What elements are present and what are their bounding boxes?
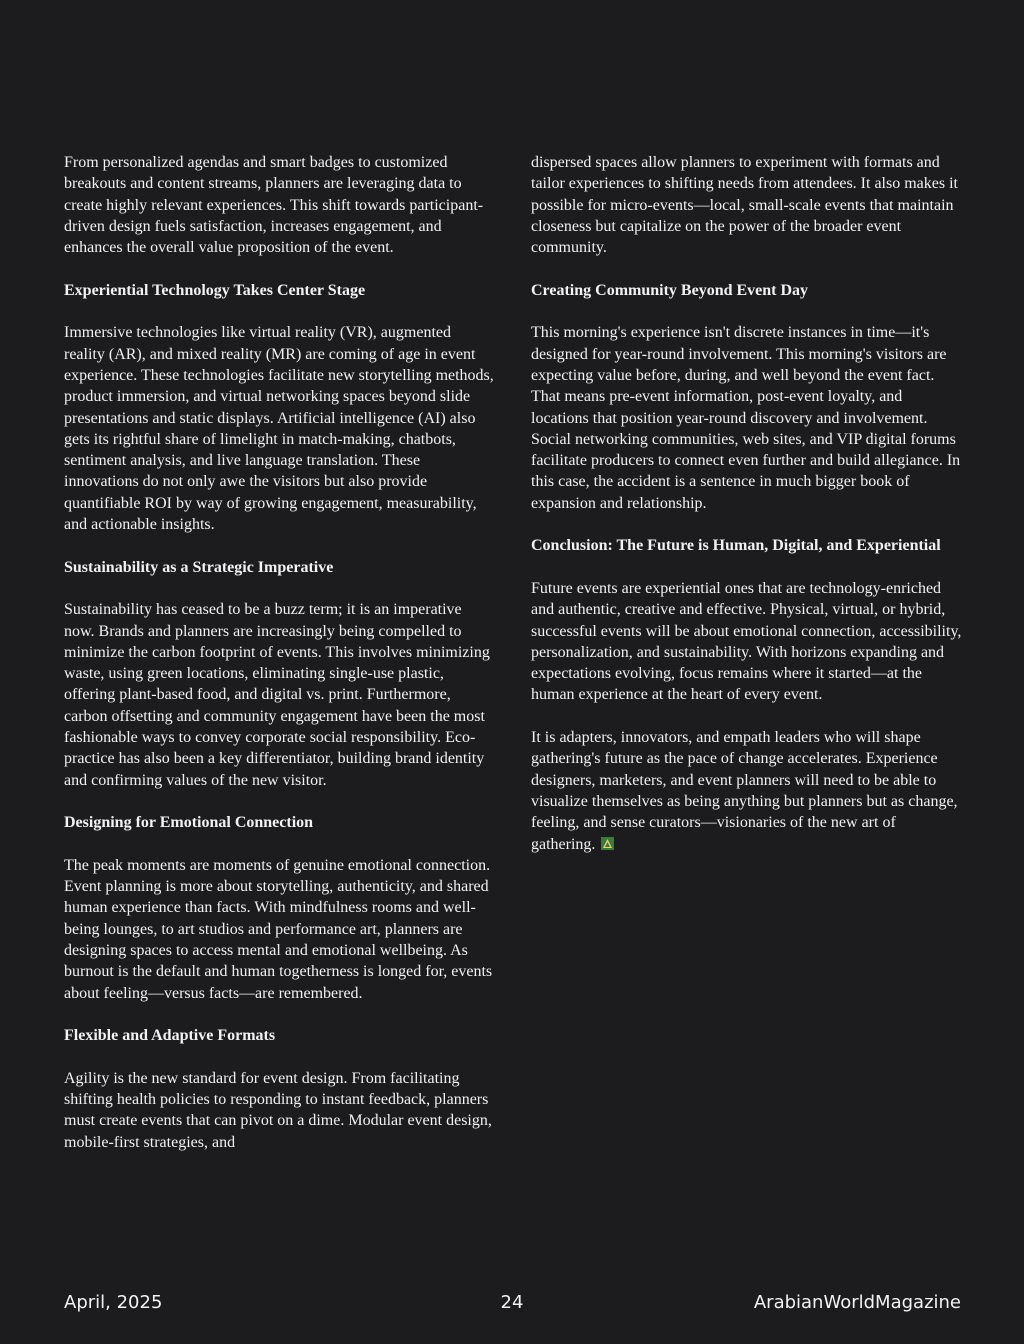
footer-date: April, 2025 [64, 1292, 163, 1313]
paragraph-personalization: From personalized agendas and smart badges to customized breakouts and content streams, planners are leveraging data to create highly relevant experiences. This shift towards participant-driven design fuels satisfaction, increases engagement, and enhances the overall value proposition of the event. [64, 154, 484, 257]
heading-conclusion: Conclusion: The Future is Human, Digital, and Experiential [531, 537, 941, 555]
paragraph-emotional-connection: The peak moments are moments of genuine emotional connection. Event planning is more about storytelling, authenticity, and shared human experience than facts. With mindfulness rooms and well-being lounges, to art studios and performance art, planners are designing spaces to access mental and emotional wellbeing. As burnout is the default and human togetherness is longed for, events about feeling—versus facts—are remembered. [64, 856, 493, 1002]
heading-flexible-formats: Flexible and Adaptive Formats [64, 1027, 276, 1045]
right-column [531, 152, 963, 876]
paragraph-sustainability: Sustainability has ceased to be a buzz term; it is an imperative now. Brands and planners are increasingly being compelled to minimize the carbon footprint of events. This involves minimizing waste, using green locations, eliminating single-use plastic, offering plant-based food, and digital vs. print. Furthermore, carbon offsetting and community engagement have been the most fashionable ways to convey corporate social responsibility. Eco-practice has also been a key differentiator, building brand identity and confirming values of the new visitor. [64, 601, 490, 789]
page-number: 24 [500, 1292, 524, 1313]
paragraph-flexible-formats: Agility is the new standard for event design. From facilitating shifting health policies to responding to instant feedback, planners must create events that can pivot on a dime. Modular event design, mobile-first strategies, and [64, 1069, 492, 1151]
paragraph-experiential-technology: Immersive technologies like virtual reality (VR), augmented reality (AR), and mixed reality (MR) are coming of age in event experience. These technologies facilitate new storytelling methods, product immersion, and virtual networking spaces beyond slide presentations and static displays. Artificial intelligence (AI) also gets its rightful share of limelight in match-making, chatbots, sentiment analysis, and live language translation. These innovations do not only awe the visitors but also provide quantifiable ROI by way of growing engagement, measurability, and actionable insights. [64, 324, 494, 534]
magazine-brand: ArabianWorldMagazine [753, 1292, 961, 1313]
heading-emotional-connection: Designing for Emotional Connection [64, 814, 314, 832]
heading-community: Creating Community Beyond Event Day [531, 281, 809, 299]
heading-experiential-technology: Experiential Technology Takes Center Stage [64, 281, 366, 299]
left-column [64, 152, 494, 1174]
paragraph-dispersed-spaces: dispersed spaces allow planners to experiment with formats and tailor experiences to shifting needs from attendees. It also makes it possible for micro-events—local, small-scale events that maintain closeness but capitalize on the power of the broader event community. [531, 154, 958, 257]
closing-text: It is adapters, innovators, and empath leaders who will shape gathering's future as the pace of change accelerates. Experience designers, marketers, and event planners will need to be able to visualize themselves as being anything but planners but as change, feeling, and sense curators—visionaries of the new art of gathering. [531, 729, 958, 853]
end-of-article-icon [601, 837, 614, 850]
paragraph-conclusion: Future events are experiential ones that are technology-enriched and authentic, creative and effective. Physical, virtual, or hybrid, successful events will be about emotional connection, accessibility, personalization, and sustainability. With horizons expanding and expectations evolving, focus remains where it started—at the human experience at the heart of every event. [531, 579, 962, 704]
paragraph-closing [531, 727, 963, 855]
heading-sustainability: Sustainability as a Strategic Imperative [64, 558, 334, 576]
paragraph-community: This morning's experience isn't discrete instances in time—it's designed for year-round involvement. This morning's visitors are expecting value before, during, and well beyond the event fact. That means pre-event information, post-event loyalty, and locations that position year-round discovery and involvement. Social networking communities, web sites, and VIP digital forums facilitate producers to connect even further and build allegiance. In this case, the accident is a sentence in much bigger book of expansion and relationship. [531, 324, 961, 512]
